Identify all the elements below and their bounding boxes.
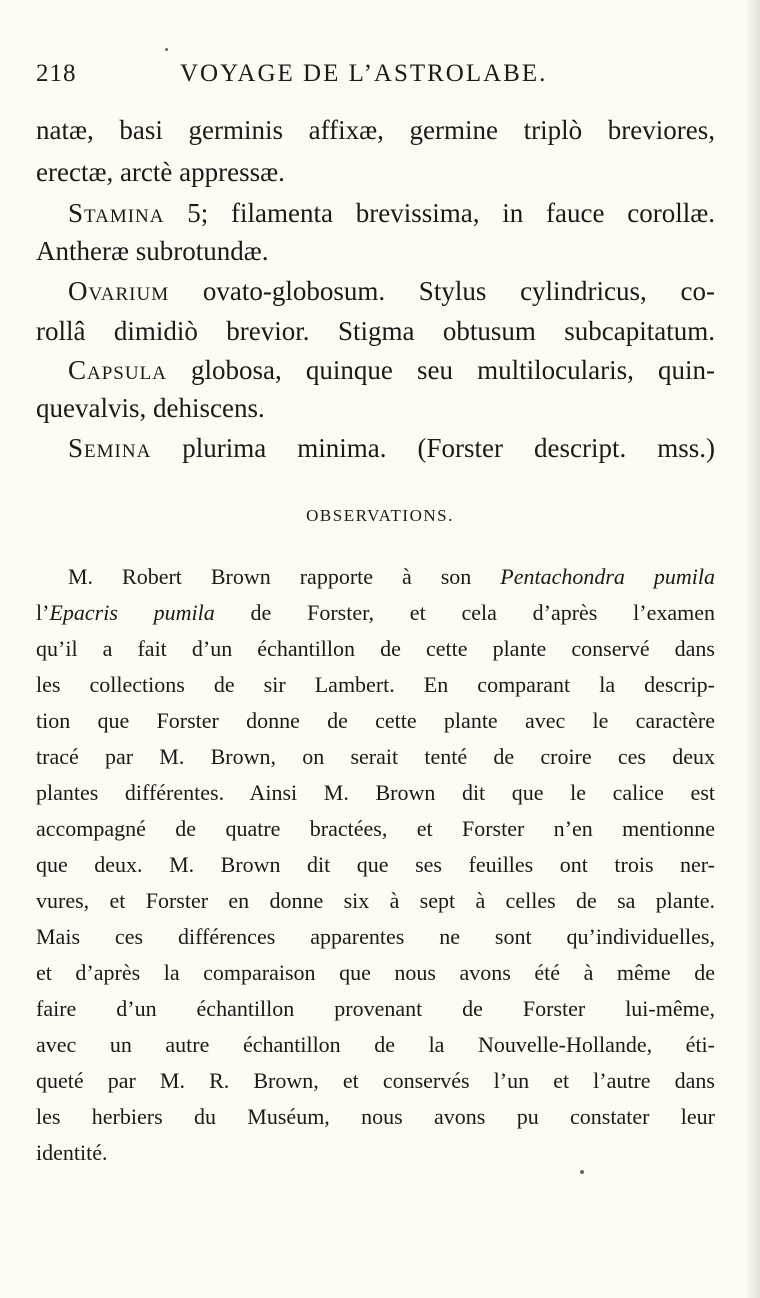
description-line: erectæ, arctè appressæ. (36, 157, 285, 187)
observations-line: les herbiers du Muséum, nous avons pu constater leur (36, 1104, 715, 1129)
page-edge-shadow (746, 0, 760, 1298)
observations-line: Mais ces différences apparentes ne sont qu’individuelles, (36, 924, 715, 949)
semina-line: Semina plurima minima. (Forster descript. mss.) (68, 433, 715, 463)
observations-line: accompagné de quatre bractées, et Forster n’en mentionne (36, 816, 715, 841)
observations-line: identité. (36, 1140, 108, 1165)
observations-line: les collections de sir Lambert. En comparant la descrip- (36, 672, 715, 697)
capsula-label: Capsula (68, 355, 167, 385)
observations-line: que deux. M. Brown dit que ses feuilles ont trois ner- (36, 852, 715, 877)
ink-speck (580, 1170, 584, 1174)
observations-line: avec un autre échantillon de la Nouvelle-Hollande, éti- (36, 1032, 715, 1057)
observations-line: qu’il a fait d’un échantillon de cette plante conservé dans (36, 636, 715, 661)
running-title: VOYAGE DE L’ASTROLABE. (180, 60, 548, 87)
observations-heading: OBSERVATIONS. (306, 506, 454, 525)
observations-line: plantes différentes. Ainsi M. Brown dit que le calice est (36, 780, 715, 805)
page-number: 218 (36, 60, 77, 87)
observations-line: tracé par M. Brown, on serait tenté de croire ces deux (36, 744, 715, 769)
observations-line: faire d’un échantillon provenant de Forster lui-même, (36, 996, 715, 1021)
stamina-line: Antheræ subrotundæ. (36, 236, 269, 266)
ink-speck (165, 48, 168, 51)
semina-label: Semina (68, 433, 152, 463)
observations-line: tion que Forster donne de cette plante avec le caractère (36, 708, 715, 733)
observations-line: et d’après la comparaison que nous avons été à même de (36, 960, 715, 985)
observations-line: l’Epacris pumila de Forster, et cela d’après l’examen (36, 600, 715, 625)
stamina-label: Stamina (68, 198, 165, 228)
observations-line: vures, et Forster en donne six à sept à celles de sa plante. (36, 888, 715, 913)
ovarium-label: Ovarium (68, 276, 170, 306)
observations-line: M. Robert Brown rapporte à son Pentachondra pumila (68, 564, 715, 589)
running-header (36, 60, 736, 96)
observations-line: queté par M. R. Brown, et conservés l’un et l’autre dans (36, 1068, 715, 1093)
ovarium-line: rollâ dimidiò brevior. Stigma obtusum subcapitatum. (36, 316, 715, 346)
stamina-line: Stamina 5; filamenta brevissima, in fauce corollæ. (68, 198, 715, 228)
capsula-line: quevalvis, dehiscens. (36, 393, 265, 423)
description-line: natæ, basi germinis affixæ, germine triplò breviores, (36, 115, 715, 145)
capsula-line: Capsula globosa, quinque seu multilocularis, quin- (68, 355, 715, 385)
ovarium-line: Ovarium ovato-globosum. Stylus cylindricus, co- (68, 276, 715, 306)
